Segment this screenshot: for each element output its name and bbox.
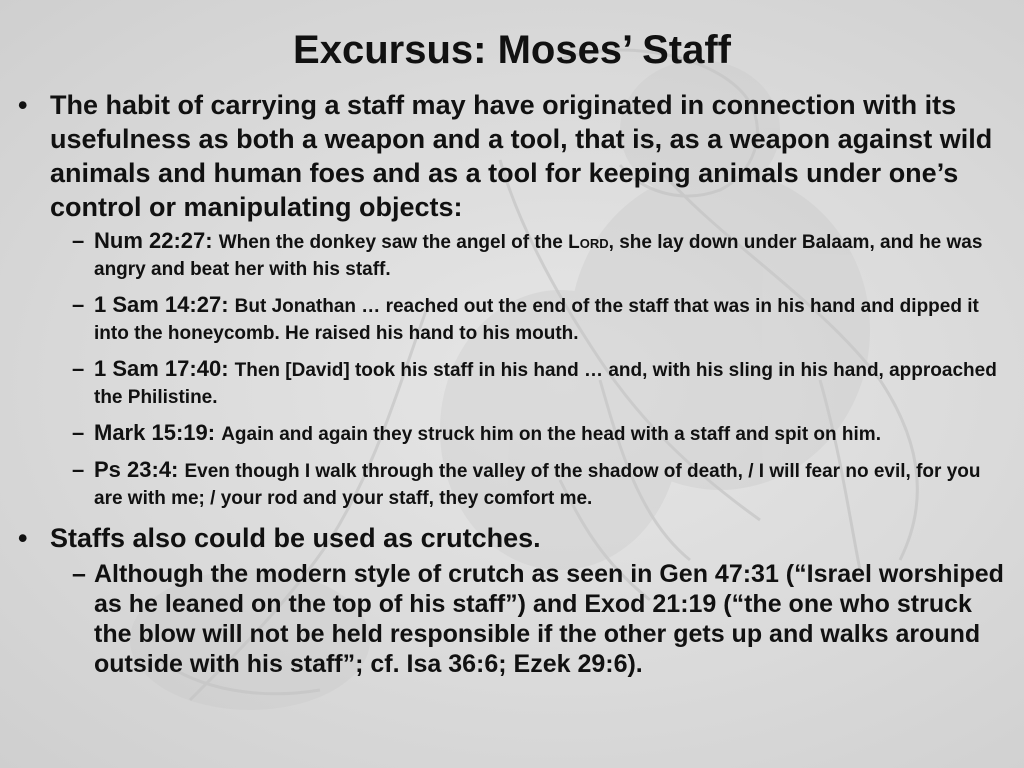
sub-item-mark-15-19	[14, 420, 1004, 449]
bullet-icon: •	[18, 90, 28, 120]
dash-icon: –	[72, 356, 85, 381]
bullet-text: The habit of carrying a staff may have originated in connection with its usefulness as both a weapon and a tool, that is, as a weapon against wild animals and human foes and as a tool for keeping animals under one’s control or manipulating objects:	[50, 90, 993, 222]
scripture-reference: 1 Sam 14:27:	[94, 292, 235, 317]
scripture-quote	[94, 232, 982, 280]
scripture-quote: Again and again they struck him on the head with a staff and spit on him.	[221, 424, 881, 445]
bullet-staff-origin	[14, 88, 1004, 224]
sub-item-1-sam-17-40	[14, 356, 1004, 412]
sub-item-text: Although the modern style of crutch as seen in Gen 47:31 (“Israel worshiped as he leaned on the top of his staff”) and Exod 21:19 (“the one who struck the blow will not be held responsible if the other gets up and walks around outside with his staff”; cf. Isa 36:6; Ezek 29:6).	[94, 560, 1004, 678]
quote-part-a: When the donkey saw the angel of the	[218, 232, 569, 253]
scripture-reference: Mark 15:19:	[94, 420, 222, 445]
scripture-reference: Num 22:27:	[94, 228, 219, 253]
bullet-icon: •	[18, 523, 28, 553]
bullet-text: Staffs also could be used as crutches.	[50, 523, 541, 553]
dash-icon: –	[72, 292, 85, 317]
quote-lord: Lord	[568, 232, 609, 253]
scripture-reference: Ps 23:4:	[94, 457, 185, 482]
sub-item-num-22-27	[14, 228, 1004, 284]
sub-item-1-sam-14-27	[14, 292, 1004, 348]
dash-icon: –	[72, 560, 86, 588]
dash-icon: –	[72, 420, 85, 445]
scripture-quote: But Jonathan … reached out the end of the staff that was in his hand and dipped it into the honeycomb. He raised his hand to his mouth.	[94, 296, 979, 344]
slide-body	[14, 88, 1004, 679]
dash-icon: –	[72, 228, 85, 253]
sub-item-ps-23-4	[14, 457, 1004, 513]
dash-icon: –	[72, 457, 85, 482]
bullet-crutches	[14, 521, 1004, 555]
scripture-reference: 1 Sam 17:40:	[94, 356, 235, 381]
quote-part-b: , she lay down under Balaam, and he was angry and beat her with his staff.	[94, 232, 983, 280]
scripture-quote: Then [David] took his staff in his hand … and, with his sling in his hand, approached the Philistine.	[94, 360, 997, 408]
sub-item-crutch-note	[14, 559, 1004, 679]
slide-title: Excursus: Moses’ Staff	[293, 28, 731, 72]
scripture-quote: Even though I walk through the valley of the shadow of death, / I will fear no evil, for you are with me; / your rod and your staff, they comfort me.	[94, 461, 981, 509]
